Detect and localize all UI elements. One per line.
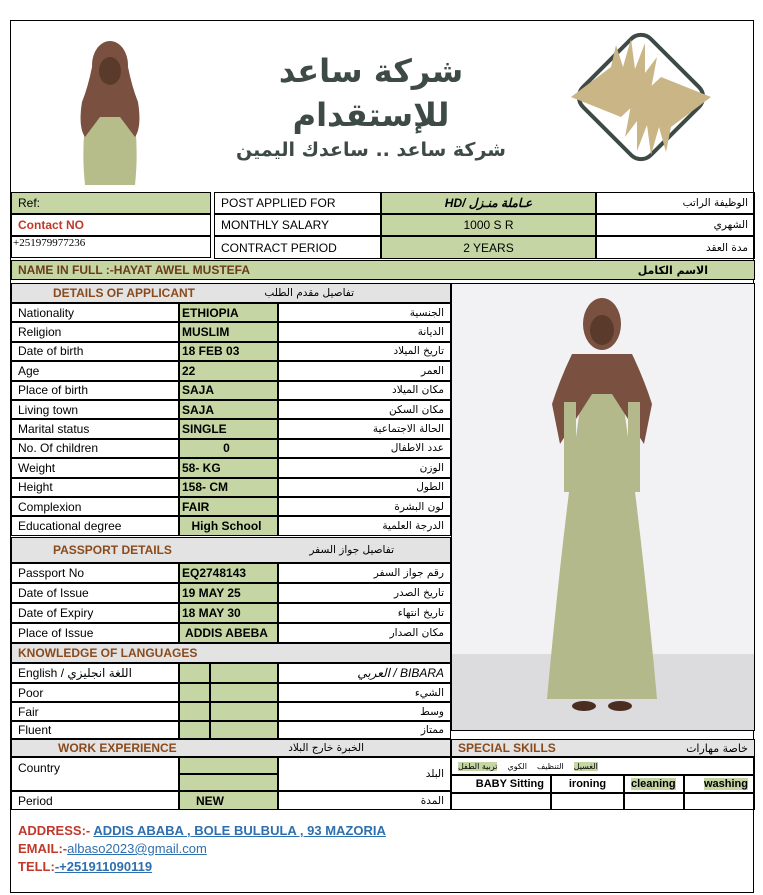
phone-cell: +251979977236 (11, 236, 211, 258)
row-label: Passport No (11, 563, 179, 583)
address-link[interactable]: ADDIS ABABA , BOLE BULBULA , 93 MAZORIA (93, 823, 386, 838)
skill-baby-sitting: BABY Sitting (451, 775, 551, 793)
row-label: Place of Issue (11, 623, 179, 643)
exp-country-val-b (179, 774, 278, 791)
row-value: FAIR (179, 497, 278, 516)
exp-period-ar: المدة (278, 791, 451, 810)
row-label: Living town (11, 400, 179, 419)
row-value: 22 (179, 361, 278, 380)
row-ar: لون البشرة (278, 497, 451, 516)
row-value: ETHIOPIA (179, 303, 278, 322)
row-label: Weight (11, 458, 179, 477)
row-label: Age (11, 361, 179, 380)
skill-blank-1 (451, 793, 551, 810)
company-logo-text (201, 49, 541, 161)
skill-blank-3 (624, 793, 684, 810)
salary-value: 1000 S R (381, 214, 596, 236)
row-label: Complexion (11, 497, 179, 516)
cv-page (10, 20, 754, 893)
row-value: SAJA (179, 381, 278, 400)
row-value: 0 (179, 439, 278, 458)
lang-fluent-b (210, 721, 278, 739)
skill-blank-4 (684, 793, 755, 810)
lang-fluent: Fluent (11, 721, 179, 739)
row-ar: الدرجة العلمية (278, 516, 451, 535)
lang-poor: Poor (11, 683, 179, 702)
row-ar: الديانة (278, 322, 451, 341)
row-label: Date of Expiry (11, 603, 179, 623)
hands-logo-icon (561, 27, 721, 177)
row-ar: تاريخ الصدر (278, 583, 451, 603)
row-ar: الطول (278, 478, 451, 497)
row-label: Marital status (11, 419, 179, 438)
lang-fair-a (179, 702, 210, 721)
ref-cell: Ref: (11, 192, 211, 214)
post-value: HD/ عـاملة منـزل (381, 192, 596, 214)
details-header: DETAILS OF APPLICANT تفاصيل مقدم الطلب (11, 283, 451, 303)
contract-value: 2 YEARS (381, 236, 596, 259)
row-ar: العمر (278, 361, 451, 380)
tel-link[interactable]: -+251911090119 (54, 859, 153, 874)
row-value: 18 MAY 30 (179, 603, 278, 623)
row-label: Religion (11, 322, 179, 341)
name-row (11, 260, 755, 280)
skill-cleaning: cleaning (624, 775, 684, 793)
salary-label: MONTHLY SALARY (214, 214, 381, 236)
row-ar: الجنسية (278, 303, 451, 322)
row-ar: الحالة الاجتماعية (278, 419, 451, 438)
lang-english-a (179, 663, 210, 683)
row-label: Place of birth (11, 381, 179, 400)
row-ar: تاريخ الميلاد (278, 342, 451, 361)
tel-line: TELL:-+251911090119 (18, 859, 153, 874)
row-ar: تاريخ انتهاء (278, 603, 451, 623)
row-label: Height (11, 478, 179, 497)
row-value: 18 FEB 03 (179, 342, 278, 361)
post-label: POST APPLIED FOR (214, 192, 381, 214)
skills-ar-row: الغسيل التنظيف الكوي تربية الطفل (451, 757, 755, 775)
row-ar: مكان الميلاد (278, 381, 451, 400)
contact-block (18, 822, 738, 876)
address-line: ADDRESS:- ADDIS ABABA , BOLE BULBULA , 93 MAZORIA (18, 823, 386, 838)
contract-label: CONTRACT PERIOD (214, 236, 381, 259)
row-value: MUSLIM (179, 322, 278, 341)
full-name-ar: الاسم الكامل (637, 263, 708, 277)
row-ar: مكان السكن (278, 400, 451, 419)
lang-poor-b (210, 683, 278, 702)
salary-ar: الشهري (596, 214, 755, 236)
row-label: Educational degree (11, 516, 179, 535)
row-ar: الوزن (278, 458, 451, 477)
row-value: 58- KG (179, 458, 278, 477)
experience-header: WORK EXPERIENCE الخبرة خارج البلاد (11, 739, 451, 757)
row-label: Date of Issue (11, 583, 179, 603)
company-name-ar: شركة ساعد للإستقدام (278, 52, 464, 134)
exp-period: Period (11, 791, 179, 810)
row-value: SAJA (179, 400, 278, 419)
exp-country: Country (11, 757, 179, 791)
lang-fluent-ar: ممتاز (278, 721, 451, 739)
skill-ironing: ironing (551, 775, 624, 793)
row-value: SINGLE (179, 419, 278, 438)
skills-header: SPECIAL SKILLS خاصة مهارات (451, 739, 755, 757)
headshot-photo (40, 27, 180, 187)
exp-country-val-a (179, 757, 278, 774)
lang-fair-ar: وسط (278, 702, 451, 721)
email-link[interactable]: albaso2023@gmail.com (67, 841, 207, 856)
lang-english-b (210, 663, 278, 683)
row-label: No. Of children (11, 439, 179, 458)
passport-header: PASSPORT DETAILS تفاصيل جواز السفر (11, 537, 451, 563)
skill-blank-2 (551, 793, 624, 810)
row-label: Nationality (11, 303, 179, 322)
email-line: EMAIL:-albaso2023@gmail.com (18, 841, 207, 856)
row-value: 158- CM (179, 478, 278, 497)
row-ar: عدد الاطفال (278, 439, 451, 458)
row-value: ADDIS ABEBA (179, 623, 278, 643)
lang-fair-b (210, 702, 278, 721)
full-name: NAME IN FULL :-HAYAT AWEL MUSTEFA (18, 263, 251, 277)
exp-country-ar: البلد (278, 757, 451, 791)
post-ar: الوظيفة الراتب (596, 192, 755, 214)
languages-header: KNOWLEDGE OF LANGUAGES (11, 643, 451, 663)
company-tagline-ar: شركة ساعد .. ساعدك اليمين (236, 139, 506, 161)
row-ar: مكان الصدار (278, 623, 451, 643)
lang-fluent-a (179, 721, 210, 739)
lang-poor-ar: الشيء (278, 683, 451, 702)
lang-arabic: BIBARA / العربي (278, 663, 451, 683)
lang-fair: Fair (11, 702, 179, 721)
row-label: Date of birth (11, 342, 179, 361)
skill-washing: washing (684, 775, 755, 793)
row-ar: رقم جواز السفر (278, 563, 451, 583)
lang-english: English / اللغة انجليزي (11, 663, 179, 683)
row-value: High School (179, 516, 278, 535)
contract-ar: مدة العقد (596, 236, 755, 259)
exp-period-value: NEW (179, 791, 278, 810)
full-body-photo (451, 283, 755, 731)
contact-label: Contact NO (11, 214, 211, 236)
lang-poor-a (179, 683, 210, 702)
row-value: EQ2748143 (179, 563, 278, 583)
row-value: 19 MAY 25 (179, 583, 278, 603)
